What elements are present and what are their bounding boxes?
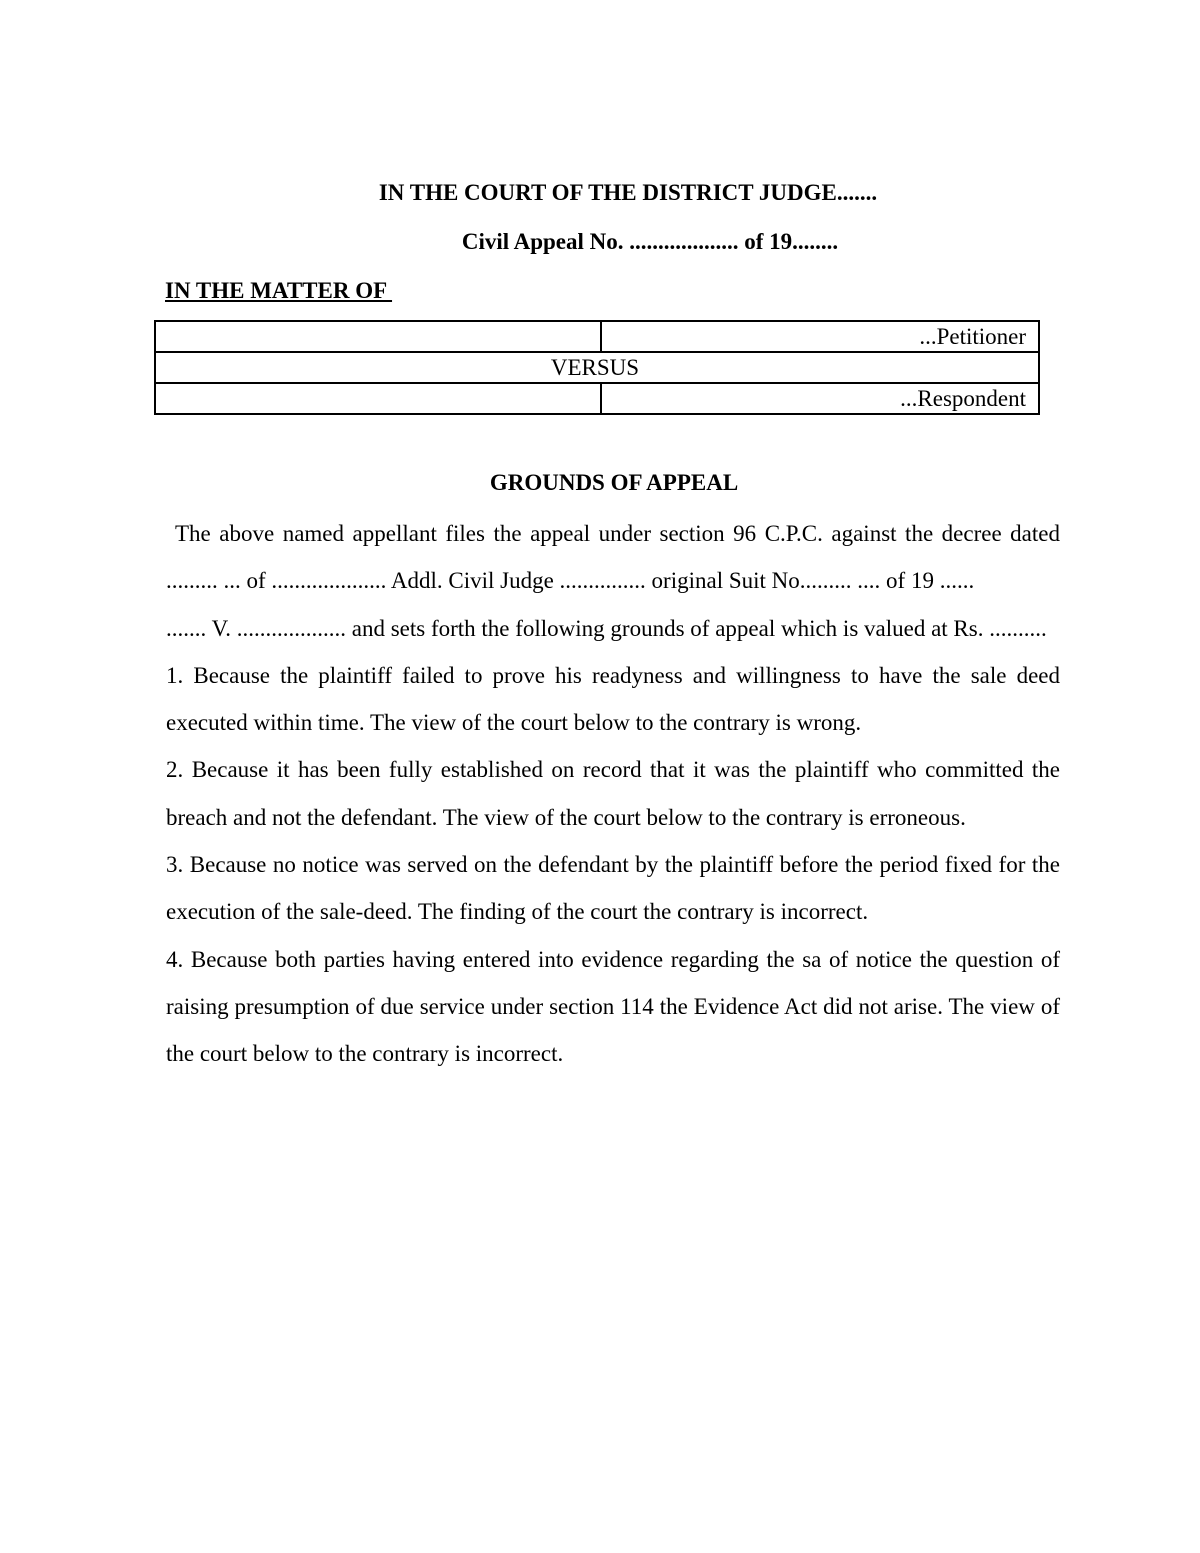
appeal-number: Civil Appeal No. ................... of 19........ — [461, 229, 839, 254]
versus-label: VERSUS — [155, 352, 1039, 383]
grounds-body — [166, 510, 1060, 1078]
intro-paragraph: The above named appellant files the appeal under section 96 C.P.C. against the decree dated ......... ... of .................... Addl. Civil Judge ............... original Suit No......... .... of 19 ...... — [166, 521, 1060, 594]
ground-item-1: 1. Because the plaintiff failed to prove his readyness and willingness to have the sale deed executed within time. The view of the court below to the contrary is wrong. — [166, 662, 1060, 736]
respondent-row — [155, 383, 1039, 414]
court-title: IN THE COURT OF THE DISTRICT JUDGE....... — [378, 180, 878, 205]
respondent-label: ...Respondent — [601, 383, 1039, 414]
respondent-name-cell — [155, 383, 601, 414]
grounds-heading: GROUNDS OF APPEAL — [489, 470, 739, 495]
ground-item-3: 3. Because no notice was served on the defendant by the plaintiff before the period fixed for the execution of the sale-deed. The finding of the court the contrary is incorrect. — [166, 852, 1060, 925]
ground-item-2: 2. Because it has been fully established on record that it was the plaintiff who committed the breach and not the defendant. The view of the court below to the contrary is erroneous. — [166, 757, 1060, 830]
petitioner-label: ...Petitioner — [601, 321, 1039, 352]
parties-table — [154, 320, 1040, 415]
versus-row — [155, 352, 1039, 383]
petitioner-row — [155, 321, 1039, 352]
intro-paragraph-continued: ....... V. ................... and sets forth the following grounds of appeal which is valued at Rs. .......... — [166, 615, 1047, 641]
petitioner-name-cell — [155, 321, 601, 352]
matter-heading: IN THE MATTER OF — [165, 278, 393, 303]
ground-item-4: 4. Because both parties having entered into evidence regarding the sa of notice the question of raising presumption of due service under section 114 the Evidence Act did not arise. The view of the court below to the contrary is incorrect. — [166, 946, 1060, 1067]
